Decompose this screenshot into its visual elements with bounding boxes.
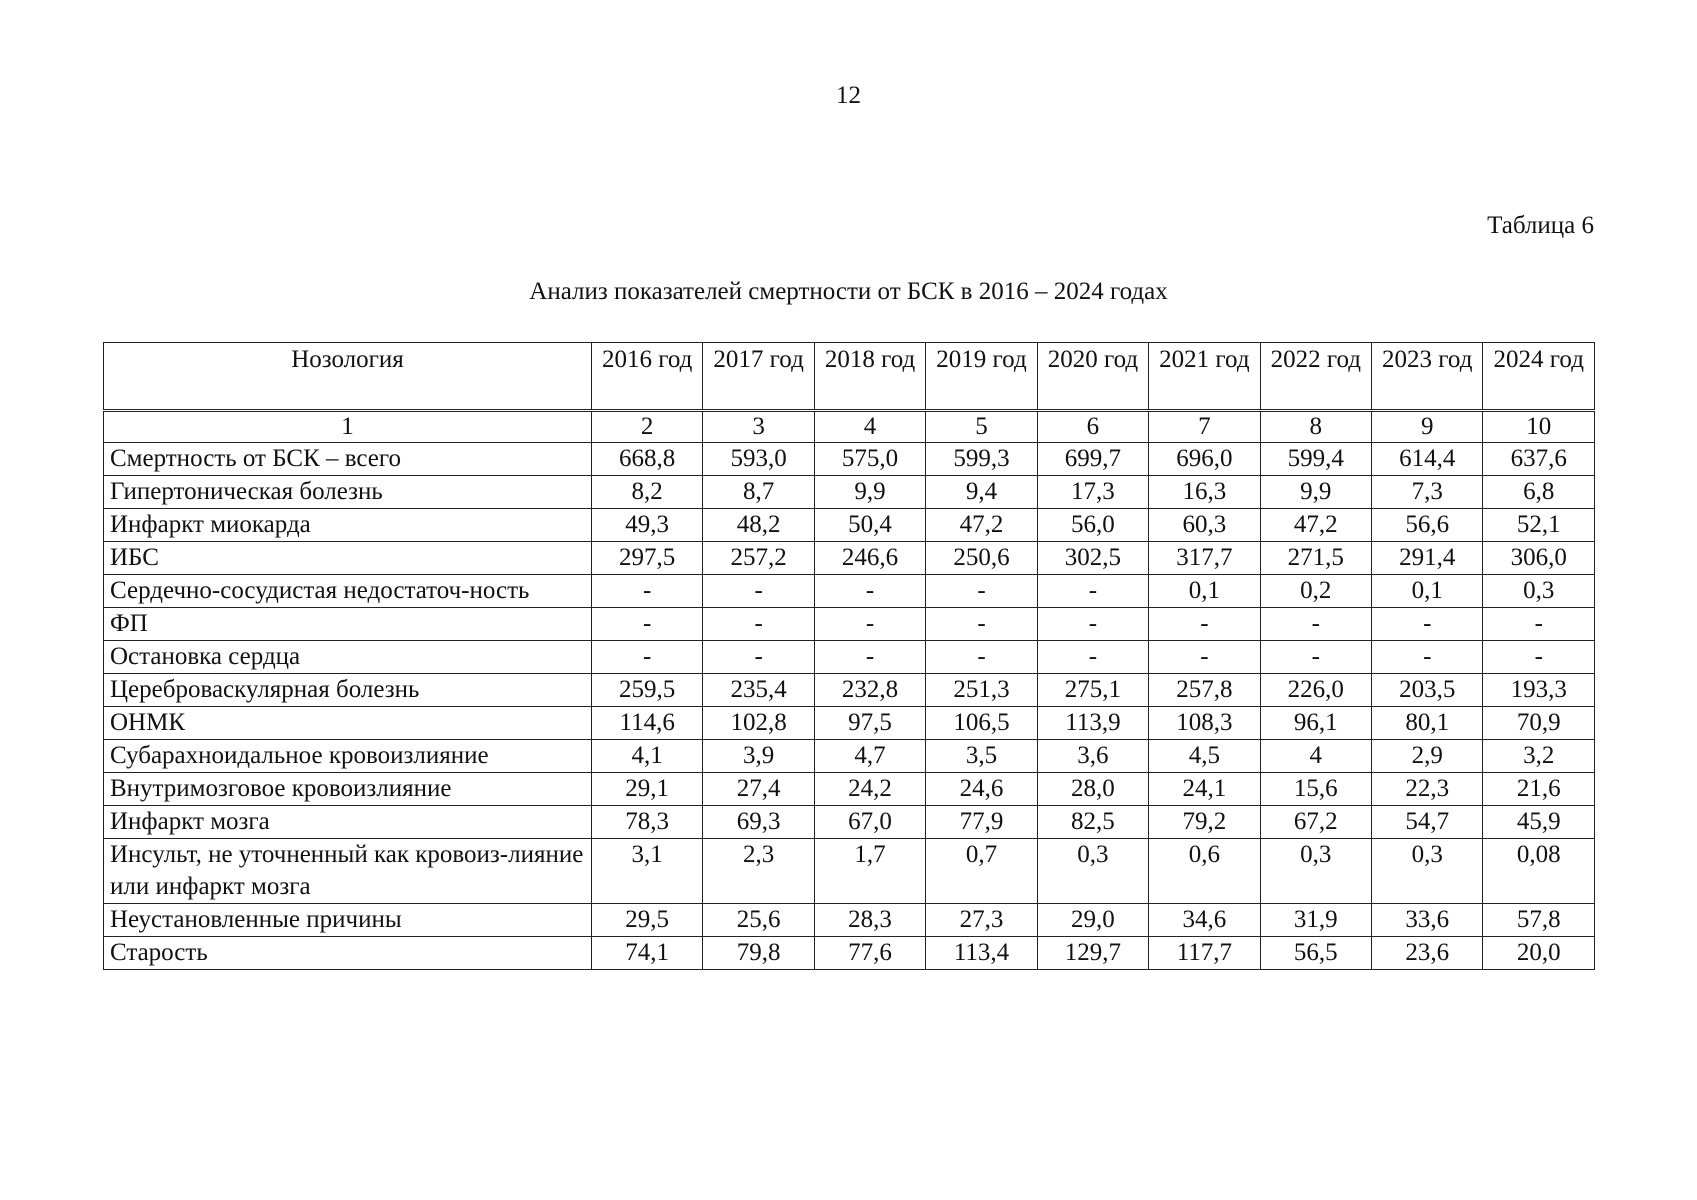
row-value-cell: 203,5	[1372, 674, 1483, 707]
row-nosology-name: Сердечно-сосудистая недостаточ-ность	[104, 575, 592, 608]
row-value-cell: 257,2	[703, 542, 814, 575]
row-value-cell: 0,3	[1372, 839, 1483, 904]
row-value-cell: 21,6	[1483, 773, 1595, 806]
row-value-cell: 259,5	[591, 674, 702, 707]
row-value-cell: -	[926, 641, 1037, 674]
row-value-cell: 16,3	[1149, 476, 1260, 509]
row-value-cell: -	[1037, 641, 1148, 674]
row-value-cell: 4,7	[814, 740, 925, 773]
table-row	[104, 575, 1595, 608]
row-value-cell: 0,2	[1260, 575, 1371, 608]
row-value-cell: 50,4	[814, 509, 925, 542]
row-value-cell: 56,0	[1037, 509, 1148, 542]
row-value-cell: 80,1	[1372, 707, 1483, 740]
row-value-cell: 0,3	[1483, 575, 1595, 608]
header-year: 2019 год	[926, 343, 1037, 411]
row-value-cell: 668,8	[591, 443, 702, 476]
row-value-cell: 8,7	[703, 476, 814, 509]
row-nosology-name: Неустановленные причины	[104, 904, 592, 937]
row-value-cell: 28,0	[1037, 773, 1148, 806]
row-value-cell: 74,1	[591, 937, 702, 970]
row-value-cell: 34,6	[1149, 904, 1260, 937]
row-value-cell: 77,9	[926, 806, 1037, 839]
row-value-cell: -	[703, 641, 814, 674]
row-value-cell: 317,7	[1149, 542, 1260, 575]
row-value-cell: 9,9	[814, 476, 925, 509]
row-value-cell: 7,3	[1372, 476, 1483, 509]
row-value-cell: 56,5	[1260, 937, 1371, 970]
table-header-row	[104, 343, 1595, 411]
row-value-cell: 599,3	[926, 443, 1037, 476]
row-value-cell: 67,0	[814, 806, 925, 839]
column-index-cell: 1	[104, 411, 592, 443]
row-value-cell: 699,7	[1037, 443, 1148, 476]
row-value-cell: 27,3	[926, 904, 1037, 937]
row-value-cell: -	[1372, 608, 1483, 641]
row-value-cell: 24,1	[1149, 773, 1260, 806]
column-index-cell: 4	[814, 411, 925, 443]
row-nosology-name: Субарахноидальное кровоизлияние	[104, 740, 592, 773]
table-row	[104, 509, 1595, 542]
column-index-cell: 8	[1260, 411, 1371, 443]
header-year: 2020 год	[1037, 343, 1148, 411]
header-year: 2022 год	[1260, 343, 1371, 411]
row-value-cell: -	[1149, 641, 1260, 674]
row-value-cell: 271,5	[1260, 542, 1371, 575]
table-row	[104, 608, 1595, 641]
row-value-cell: 28,3	[814, 904, 925, 937]
row-value-cell: 24,2	[814, 773, 925, 806]
row-value-cell: 593,0	[703, 443, 814, 476]
row-value-cell: 306,0	[1483, 542, 1595, 575]
row-value-cell: 232,8	[814, 674, 925, 707]
row-value-cell: 3,1	[591, 839, 702, 904]
row-value-cell: 69,3	[703, 806, 814, 839]
row-value-cell: 302,5	[1037, 542, 1148, 575]
table-title: Анализ показателей смертности от БСК в 2016 – 2024 годах	[529, 278, 1168, 305]
row-value-cell: 45,9	[1483, 806, 1595, 839]
row-value-cell: 114,6	[591, 707, 702, 740]
row-value-cell: 54,7	[1372, 806, 1483, 839]
row-value-cell: 113,9	[1037, 707, 1148, 740]
table-row	[104, 904, 1595, 937]
row-value-cell: -	[1483, 608, 1595, 641]
row-value-cell: -	[1037, 608, 1148, 641]
mortality-table	[103, 342, 1595, 970]
column-index-row	[104, 411, 1595, 443]
header-year: 2017 год	[703, 343, 814, 411]
row-value-cell: 82,5	[1037, 806, 1148, 839]
row-value-cell: 67,2	[1260, 806, 1371, 839]
row-value-cell: 9,9	[1260, 476, 1371, 509]
row-value-cell: -	[926, 608, 1037, 641]
row-value-cell: 0,7	[926, 839, 1037, 904]
row-value-cell: 257,8	[1149, 674, 1260, 707]
row-value-cell: 79,2	[1149, 806, 1260, 839]
column-index-cell: 7	[1149, 411, 1260, 443]
row-value-cell: 33,6	[1372, 904, 1483, 937]
row-value-cell: 0,1	[1149, 575, 1260, 608]
row-value-cell: 3,6	[1037, 740, 1148, 773]
row-value-cell: 3,2	[1483, 740, 1595, 773]
row-value-cell: 4	[1260, 740, 1371, 773]
row-value-cell: 251,3	[926, 674, 1037, 707]
row-value-cell: 246,6	[814, 542, 925, 575]
row-value-cell: 47,2	[1260, 509, 1371, 542]
row-value-cell: 235,4	[703, 674, 814, 707]
row-value-cell: 15,6	[1260, 773, 1371, 806]
row-value-cell: 77,6	[814, 937, 925, 970]
row-value-cell: 696,0	[1149, 443, 1260, 476]
row-value-cell: 3,5	[926, 740, 1037, 773]
row-value-cell: 0,08	[1483, 839, 1595, 904]
row-value-cell: 193,3	[1483, 674, 1595, 707]
row-value-cell: 52,1	[1483, 509, 1595, 542]
row-value-cell: 25,6	[703, 904, 814, 937]
table-row	[104, 937, 1595, 970]
table-row	[104, 641, 1595, 674]
row-value-cell: -	[1260, 608, 1371, 641]
row-value-cell: 70,9	[1483, 707, 1595, 740]
row-value-cell: -	[591, 641, 702, 674]
row-value-cell: 47,2	[926, 509, 1037, 542]
row-value-cell: 60,3	[1149, 509, 1260, 542]
row-value-cell: -	[1037, 575, 1148, 608]
row-value-cell: 97,5	[814, 707, 925, 740]
row-value-cell: 226,0	[1260, 674, 1371, 707]
row-value-cell: 8,2	[591, 476, 702, 509]
row-value-cell: 637,6	[1483, 443, 1595, 476]
row-value-cell: 22,3	[1372, 773, 1483, 806]
row-value-cell: -	[926, 575, 1037, 608]
header-nosology: Нозология	[104, 343, 592, 411]
column-index-cell: 9	[1372, 411, 1483, 443]
row-nosology-name: ОНМК	[104, 707, 592, 740]
row-value-cell: -	[591, 575, 702, 608]
row-nosology-name: Инфаркт мозга	[104, 806, 592, 839]
row-value-cell: 9,4	[926, 476, 1037, 509]
table-row	[104, 839, 1595, 904]
row-value-cell: 102,8	[703, 707, 814, 740]
row-value-cell: 6,8	[1483, 476, 1595, 509]
row-value-cell: 17,3	[1037, 476, 1148, 509]
column-index-cell: 5	[926, 411, 1037, 443]
row-value-cell: 275,1	[1037, 674, 1148, 707]
row-value-cell: -	[703, 608, 814, 641]
row-value-cell: -	[1483, 641, 1595, 674]
row-value-cell: 4,5	[1149, 740, 1260, 773]
row-nosology-name: Внутримозговое кровоизлияние	[104, 773, 592, 806]
table-row	[104, 476, 1595, 509]
row-value-cell: 108,3	[1149, 707, 1260, 740]
row-nosology-name: Инсульт, не уточненный как кровоиз-лияние или инфаркт мозга	[104, 839, 592, 904]
row-value-cell: 0,3	[1037, 839, 1148, 904]
table-row	[104, 773, 1595, 806]
header-year: 2023 год	[1372, 343, 1483, 411]
header-year: 2018 год	[814, 343, 925, 411]
row-value-cell: 2,3	[703, 839, 814, 904]
row-value-cell: 614,4	[1372, 443, 1483, 476]
row-value-cell: 79,8	[703, 937, 814, 970]
row-value-cell: 129,7	[1037, 937, 1148, 970]
column-index-cell: 10	[1483, 411, 1595, 443]
row-value-cell: -	[814, 575, 925, 608]
row-nosology-name: Инфаркт миокарда	[104, 509, 592, 542]
table-row	[104, 740, 1595, 773]
row-value-cell: -	[814, 641, 925, 674]
row-value-cell: 599,4	[1260, 443, 1371, 476]
row-value-cell: 113,4	[926, 937, 1037, 970]
row-value-cell: 29,1	[591, 773, 702, 806]
row-nosology-name: Смертность от БСК – всего	[104, 443, 592, 476]
row-value-cell: 27,4	[703, 773, 814, 806]
row-value-cell: 29,0	[1037, 904, 1148, 937]
row-value-cell: 49,3	[591, 509, 702, 542]
row-value-cell: 78,3	[591, 806, 702, 839]
row-value-cell: 23,6	[1372, 937, 1483, 970]
row-value-cell: 106,5	[926, 707, 1037, 740]
table-row	[104, 707, 1595, 740]
row-value-cell: 3,9	[703, 740, 814, 773]
row-value-cell: 297,5	[591, 542, 702, 575]
header-year: 2021 год	[1149, 343, 1260, 411]
row-value-cell: 117,7	[1149, 937, 1260, 970]
row-value-cell: 0,3	[1260, 839, 1371, 904]
table-row	[104, 674, 1595, 707]
row-value-cell: 24,6	[926, 773, 1037, 806]
row-value-cell: 0,1	[1372, 575, 1483, 608]
row-value-cell: 31,9	[1260, 904, 1371, 937]
row-value-cell: 575,0	[814, 443, 925, 476]
page-number: 12	[836, 82, 861, 109]
row-value-cell: -	[1149, 608, 1260, 641]
column-index-cell: 3	[703, 411, 814, 443]
row-value-cell: -	[814, 608, 925, 641]
row-value-cell: 56,6	[1372, 509, 1483, 542]
row-value-cell: 20,0	[1483, 937, 1595, 970]
row-nosology-name: Цереброваскулярная болезнь	[104, 674, 592, 707]
row-value-cell: 29,5	[591, 904, 702, 937]
row-value-cell: -	[1260, 641, 1371, 674]
row-value-cell: 48,2	[703, 509, 814, 542]
row-value-cell: 0,6	[1149, 839, 1260, 904]
row-value-cell: 1,7	[814, 839, 925, 904]
table-label: Таблица 6	[1487, 212, 1594, 239]
row-value-cell: -	[591, 608, 702, 641]
table-row	[104, 806, 1595, 839]
row-nosology-name: ФП	[104, 608, 592, 641]
header-year: 2024 год	[1483, 343, 1595, 411]
row-value-cell: 57,8	[1483, 904, 1595, 937]
column-index-cell: 2	[591, 411, 702, 443]
row-nosology-name: Остановка сердца	[104, 641, 592, 674]
row-value-cell: 2,9	[1372, 740, 1483, 773]
row-nosology-name: Старость	[104, 937, 592, 970]
row-value-cell: 96,1	[1260, 707, 1371, 740]
column-index-cell: 6	[1037, 411, 1148, 443]
row-value-cell: 4,1	[591, 740, 702, 773]
row-value-cell: 250,6	[926, 542, 1037, 575]
row-value-cell: -	[703, 575, 814, 608]
row-value-cell: 291,4	[1372, 542, 1483, 575]
row-nosology-name: ИБС	[104, 542, 592, 575]
row-nosology-name: Гипертоническая болезнь	[104, 476, 592, 509]
mortality-table-container	[103, 342, 1595, 970]
row-value-cell: -	[1372, 641, 1483, 674]
table-row	[104, 542, 1595, 575]
header-year: 2016 год	[591, 343, 702, 411]
table-row	[104, 443, 1595, 476]
table-body	[104, 411, 1595, 970]
